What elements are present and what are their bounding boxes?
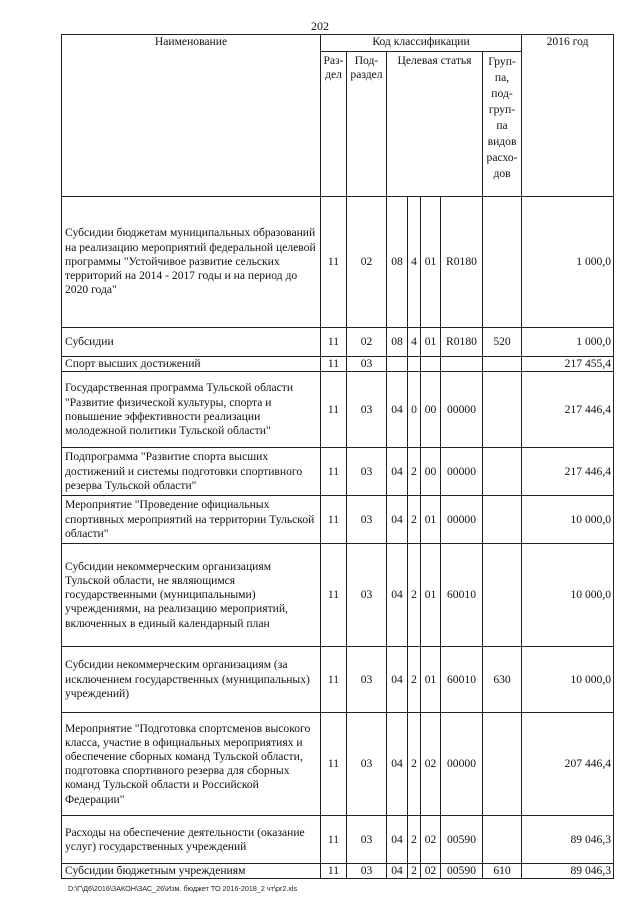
row-direction-code: R0180 bbox=[441, 197, 483, 328]
row-direction-code: 00590 bbox=[441, 864, 483, 879]
table-row bbox=[62, 647, 614, 713]
row-subsection-code: 03 bbox=[347, 448, 387, 496]
row-subprogram-code: 2 bbox=[408, 816, 421, 864]
row-expense-type-code bbox=[483, 197, 522, 328]
row-expense-type-code bbox=[483, 372, 522, 448]
row-program-code bbox=[387, 357, 408, 372]
row-section-code: 11 bbox=[321, 496, 347, 544]
header-target-article-label: Целевая статья bbox=[397, 54, 472, 67]
row-expense-type-code bbox=[483, 816, 522, 864]
row-program-code: 08 bbox=[387, 197, 408, 328]
row-subprogram-code: 4 bbox=[408, 197, 421, 328]
row-subsection-code: 03 bbox=[347, 357, 387, 372]
row-event-code: 02 bbox=[421, 864, 441, 879]
row-subprogram-code: 2 bbox=[408, 864, 421, 879]
row-subprogram-code: 4 bbox=[408, 328, 421, 357]
header-target-article bbox=[387, 52, 483, 197]
row-name: Государственная программа Тульской области "Развитие физической культуры, спорта и повышение эффективности реализации молодежной политики Тульской области" bbox=[62, 372, 321, 448]
header-subsection-line: Под- bbox=[354, 54, 379, 67]
row-name: Мероприятие "Подготовка спортсменов высокого класса, участие в официальных мероприятиях и обеспечение сборных команд Тульской области, подготовка спортивного резерва для сборных команд Тульской области и Российской Федерации" bbox=[62, 713, 321, 816]
header-name: Наименование bbox=[62, 35, 321, 197]
row-expense-type-code: 520 bbox=[483, 328, 522, 357]
row-subsection-code: 03 bbox=[347, 372, 387, 448]
row-name: Спорт высших достижений bbox=[62, 357, 321, 372]
header-subsection bbox=[347, 52, 387, 197]
row-event-code: 00 bbox=[421, 448, 441, 496]
row-subsection-code: 03 bbox=[347, 713, 387, 816]
row-direction-code: 60010 bbox=[441, 544, 483, 647]
row-expense-type-code bbox=[483, 713, 522, 816]
row-name: Расходы на обеспечение деятельности (оказание услуг) государственных учреждений bbox=[62, 816, 321, 864]
header-group-line: Груп- bbox=[488, 55, 516, 68]
row-event-code: 01 bbox=[421, 647, 441, 713]
table-row bbox=[62, 816, 614, 864]
page-number: 202 bbox=[311, 19, 329, 33]
row-event-code bbox=[421, 357, 441, 372]
row-event-code: 01 bbox=[421, 496, 441, 544]
row-direction-code: 00000 bbox=[441, 713, 483, 816]
row-amount: 1 000,0 bbox=[522, 197, 614, 328]
row-program-code: 04 bbox=[387, 544, 408, 647]
table-row bbox=[62, 864, 614, 879]
row-section-code: 11 bbox=[321, 864, 347, 879]
row-subprogram-code: 0 bbox=[408, 372, 421, 448]
row-name: Субсидии бюджетам муниципальных образований на реализацию мероприятий федеральной целевой программы "Устойчивое развитие сельских территорий на 2014 - 2017 годы и на период до 2020 года" bbox=[62, 197, 321, 328]
row-amount: 89 046,3 bbox=[522, 864, 614, 879]
row-direction-code: R0180 bbox=[441, 328, 483, 357]
row-expense-type-code bbox=[483, 544, 522, 647]
row-name: Подпрограмма "Развитие спорта высших достижений и системы подготовки спортивного резерва Тульской области" bbox=[62, 448, 321, 496]
footer-file-path: D:\Г\Д6\2016\ЗАКОН\ЗАС_26\Изм. бюджет ТО 2016-2018_2 чт\pr2.xls bbox=[68, 884, 298, 893]
row-subsection-code: 03 bbox=[347, 496, 387, 544]
table-row bbox=[62, 328, 614, 357]
header-group-line: видов bbox=[487, 135, 517, 148]
row-program-code: 04 bbox=[387, 713, 408, 816]
row-program-code: 04 bbox=[387, 647, 408, 713]
row-direction-code bbox=[441, 357, 483, 372]
row-program-code: 04 bbox=[387, 496, 408, 544]
row-event-code: 01 bbox=[421, 328, 441, 357]
row-name: Субсидии некоммерческим организациям Тульской области, не являющимся государственными (муниципальными) учреждениями, на реализацию мероприятий, включенных в единый календарный план bbox=[62, 544, 321, 647]
row-amount: 10 000,0 bbox=[522, 544, 614, 647]
row-expense-type-code: 610 bbox=[483, 864, 522, 879]
row-program-code: 04 bbox=[387, 448, 408, 496]
row-subprogram-code: 2 bbox=[408, 713, 421, 816]
row-subprogram-code: 2 bbox=[408, 544, 421, 647]
row-event-code: 02 bbox=[421, 713, 441, 816]
header-section bbox=[321, 52, 347, 197]
row-subsection-code: 03 bbox=[347, 816, 387, 864]
header-group-line: па, bbox=[494, 71, 510, 84]
header-classification: Код классификации bbox=[321, 35, 522, 52]
row-amount: 217 446,4 bbox=[522, 448, 614, 496]
row-section-code: 11 bbox=[321, 357, 347, 372]
row-program-code: 08 bbox=[387, 328, 408, 357]
header-subsection-line: раздел bbox=[350, 68, 383, 82]
table-row bbox=[62, 544, 614, 647]
row-event-code: 01 bbox=[421, 544, 441, 647]
row-section-code: 11 bbox=[321, 816, 347, 864]
row-amount: 10 000,0 bbox=[522, 647, 614, 713]
row-subsection-code: 03 bbox=[347, 647, 387, 713]
table-row bbox=[62, 713, 614, 816]
row-direction-code: 00000 bbox=[441, 448, 483, 496]
row-program-code: 04 bbox=[387, 372, 408, 448]
row-amount: 89 046,3 bbox=[522, 816, 614, 864]
row-subprogram-code: 2 bbox=[408, 448, 421, 496]
header-group-line: груп- bbox=[488, 103, 516, 116]
table-row bbox=[62, 448, 614, 496]
row-subsection-code: 03 bbox=[347, 864, 387, 879]
row-section-code: 11 bbox=[321, 197, 347, 328]
header-group-line: дов bbox=[493, 167, 511, 180]
row-expense-type-code: 630 bbox=[483, 647, 522, 713]
row-section-code: 11 bbox=[321, 372, 347, 448]
row-name: Субсидии bbox=[62, 328, 321, 357]
row-direction-code: 00590 bbox=[441, 816, 483, 864]
row-section-code: 11 bbox=[321, 647, 347, 713]
row-amount: 1 000,0 bbox=[522, 328, 614, 357]
row-event-code: 02 bbox=[421, 816, 441, 864]
row-subsection-code: 02 bbox=[347, 328, 387, 357]
row-section-code: 11 bbox=[321, 713, 347, 816]
row-expense-type-code bbox=[483, 496, 522, 544]
header-expense-group bbox=[483, 52, 522, 197]
table-row bbox=[62, 357, 614, 372]
row-section-code: 11 bbox=[321, 328, 347, 357]
row-program-code: 04 bbox=[387, 864, 408, 879]
header-group-line: под- bbox=[491, 87, 513, 100]
row-event-code: 00 bbox=[421, 372, 441, 448]
row-name: Мероприятие "Проведение официальных спортивных мероприятий на территории Тульской области" bbox=[62, 496, 321, 544]
row-event-code: 01 bbox=[421, 197, 441, 328]
header-row-top bbox=[62, 35, 614, 52]
table-row bbox=[62, 496, 614, 544]
header-year: 2016 год bbox=[522, 35, 614, 197]
table-row bbox=[62, 372, 614, 448]
row-expense-type-code bbox=[483, 448, 522, 496]
row-subprogram-code: 2 bbox=[408, 647, 421, 713]
row-amount: 207 446,4 bbox=[522, 713, 614, 816]
row-amount: 217 446,4 bbox=[522, 372, 614, 448]
budget-table bbox=[61, 34, 614, 879]
row-expense-type-code bbox=[483, 357, 522, 372]
row-subprogram-code bbox=[408, 357, 421, 372]
header-section-line: дел bbox=[325, 68, 342, 82]
row-direction-code: 00000 bbox=[441, 372, 483, 448]
table-row bbox=[62, 197, 614, 328]
row-direction-code: 00000 bbox=[441, 496, 483, 544]
row-amount: 10 000,0 bbox=[522, 496, 614, 544]
row-name: Субсидии бюджетным учреждениям bbox=[62, 864, 321, 879]
row-section-code: 11 bbox=[321, 448, 347, 496]
header-section-line: Раз- bbox=[323, 54, 344, 67]
header-group-line: расхо- bbox=[486, 151, 518, 164]
row-subsection-code: 03 bbox=[347, 544, 387, 647]
row-amount: 217 455,4 bbox=[522, 357, 614, 372]
row-direction-code: 60010 bbox=[441, 647, 483, 713]
row-section-code: 11 bbox=[321, 544, 347, 647]
row-name: Субсидии некоммерческим организациям (за исключением государственных (муниципальных) учреждений) bbox=[62, 647, 321, 713]
header-group-line: па bbox=[496, 119, 508, 132]
row-program-code: 04 bbox=[387, 816, 408, 864]
row-subprogram-code: 2 bbox=[408, 496, 421, 544]
row-subsection-code: 02 bbox=[347, 197, 387, 328]
